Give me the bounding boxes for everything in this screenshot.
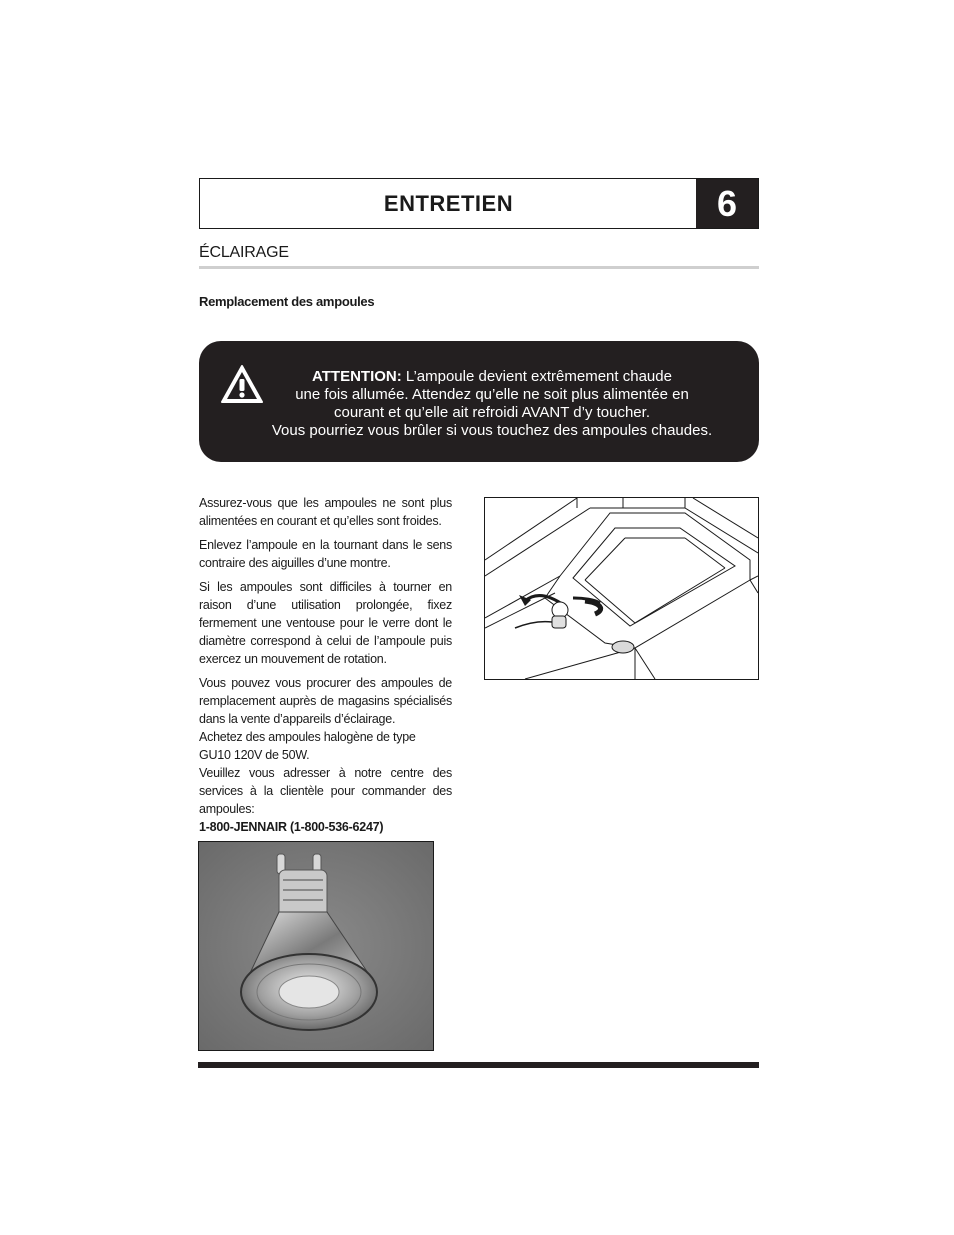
halogen-bulb-photo [198,841,434,1051]
paragraph-check-cool: Assurez-vous que les ampoules ne sont plus alimentées en courant et qu’elles sont froides. [199,496,452,528]
bulb-removal-diagram [484,497,759,680]
warning-text [237,368,747,440]
paragraph-suction-cup: Si les ampoules sont difficiles à tourner en raison d’une utilisation prolongée, fixez fermement une ventouse pour le verre dont le diamètre correspond à celui de l’ampoule puis exercez un mouvement de rotation. [199,580,452,666]
instructions-text [199,494,452,836]
paragraph-replacement-source: Vous pouvez vous procurer des ampoules de remplacement auprès de magasins spécialisés dans la vente d’appareils d’éclairage. [199,676,452,726]
warning-line-4: Vous pourriez vous brûler si vous touchez des ampoules chaudes. [271,422,713,439]
section-title: ÉCLAIRAGE [199,244,289,261]
chapter-header [199,178,759,229]
warning-line-2: une fois allumée. Attendez qu’elle ne soit plus alimentée en [295,386,689,403]
warning-label: ATTENTION: [312,368,402,385]
footer-divider [198,1062,759,1068]
subsection-title: Remplacement des ampoules [199,294,375,309]
warning-line-3: courant et qu’elle ait refroidi AVANT d’y toucher. [333,404,650,421]
section-divider [199,266,759,269]
diagram-illustration [485,498,758,679]
phone-number: 1-800-JENNAIR (1-800-536-6247) [199,820,384,834]
warning-line-1: L’ampoule devient extrêmement chaude [401,368,672,385]
paragraph-customer-service: Veuillez vous adresser à notre centre des services à la clientèle pour commander des ampoules: [199,766,452,816]
paragraph-bulb-spec: GU10 120V de 50W. [199,748,310,762]
chapter-number: 6 [696,179,758,228]
paragraph-remove-bulb: Enlevez l’ampoule en la tournant dans le sens contraire des aiguilles d’une montre. [199,538,452,570]
warning-box [199,341,759,462]
halogen-bulb-image [199,842,433,1050]
paragraph-bulb-type: Achetez des ampoules halogène de type [199,730,416,744]
chapter-title: ENTRETIEN [383,190,514,216]
